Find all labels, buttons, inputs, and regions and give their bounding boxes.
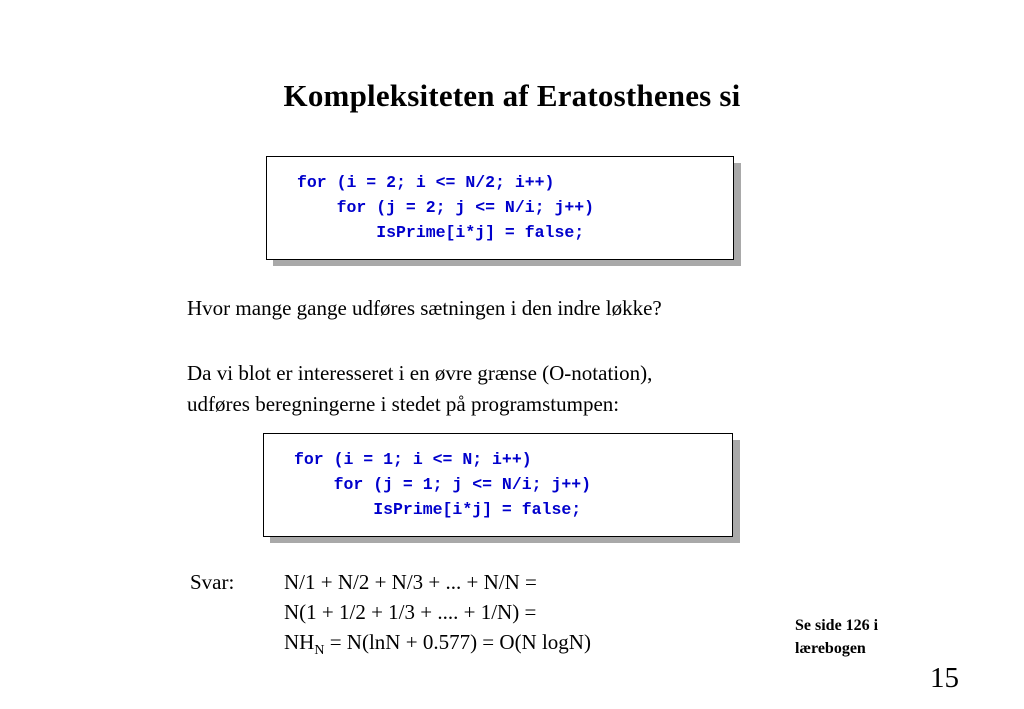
answer-line-3-rest: = N(lnN + 0.577) = O(N logN) <box>324 630 591 654</box>
explanation-text: Da vi blot er interesseret i en øvre grænse (O-notation), <box>187 361 653 385</box>
page-title: Kompleksiteten af Eratosthenes si <box>283 78 741 113</box>
textbook-note: Se side 126 i <box>795 617 879 634</box>
textbook-note: lærebogen <box>795 640 866 657</box>
answer-line-3-subscript: N <box>314 643 325 658</box>
code-line: for (j = 1; j <= N/i; j++) <box>294 475 592 494</box>
code-line: IsPrime[i*j] = false; <box>297 223 585 242</box>
explanation-text: udføres beregningerne i stedet på programstumpen: <box>187 392 620 416</box>
page-number: 15 <box>930 662 959 694</box>
code-line: for (j = 2; j <= N/i; j++) <box>297 198 595 217</box>
answer-line-1: N/1 + N/2 + N/3 + ... + N/N = <box>284 570 537 594</box>
answer-line-3-prefix: NH <box>284 630 315 654</box>
answer-label: Svar: <box>190 570 235 594</box>
code-line: for (i = 2; i <= N/2; i++) <box>297 173 555 192</box>
code-block-1 <box>266 156 734 260</box>
question-text: Hvor mange gange udføres sætningen i den indre løkke? <box>187 296 662 320</box>
answer-line-2: N(1 + 1/2 + 1/3 + .... + 1/N) = <box>284 600 537 624</box>
answer-line-3 <box>284 630 591 658</box>
code-line: for (i = 1; i <= N; i++) <box>294 450 532 469</box>
code-line: IsPrime[i*j] = false; <box>294 500 582 519</box>
code-block-2 <box>263 433 733 537</box>
